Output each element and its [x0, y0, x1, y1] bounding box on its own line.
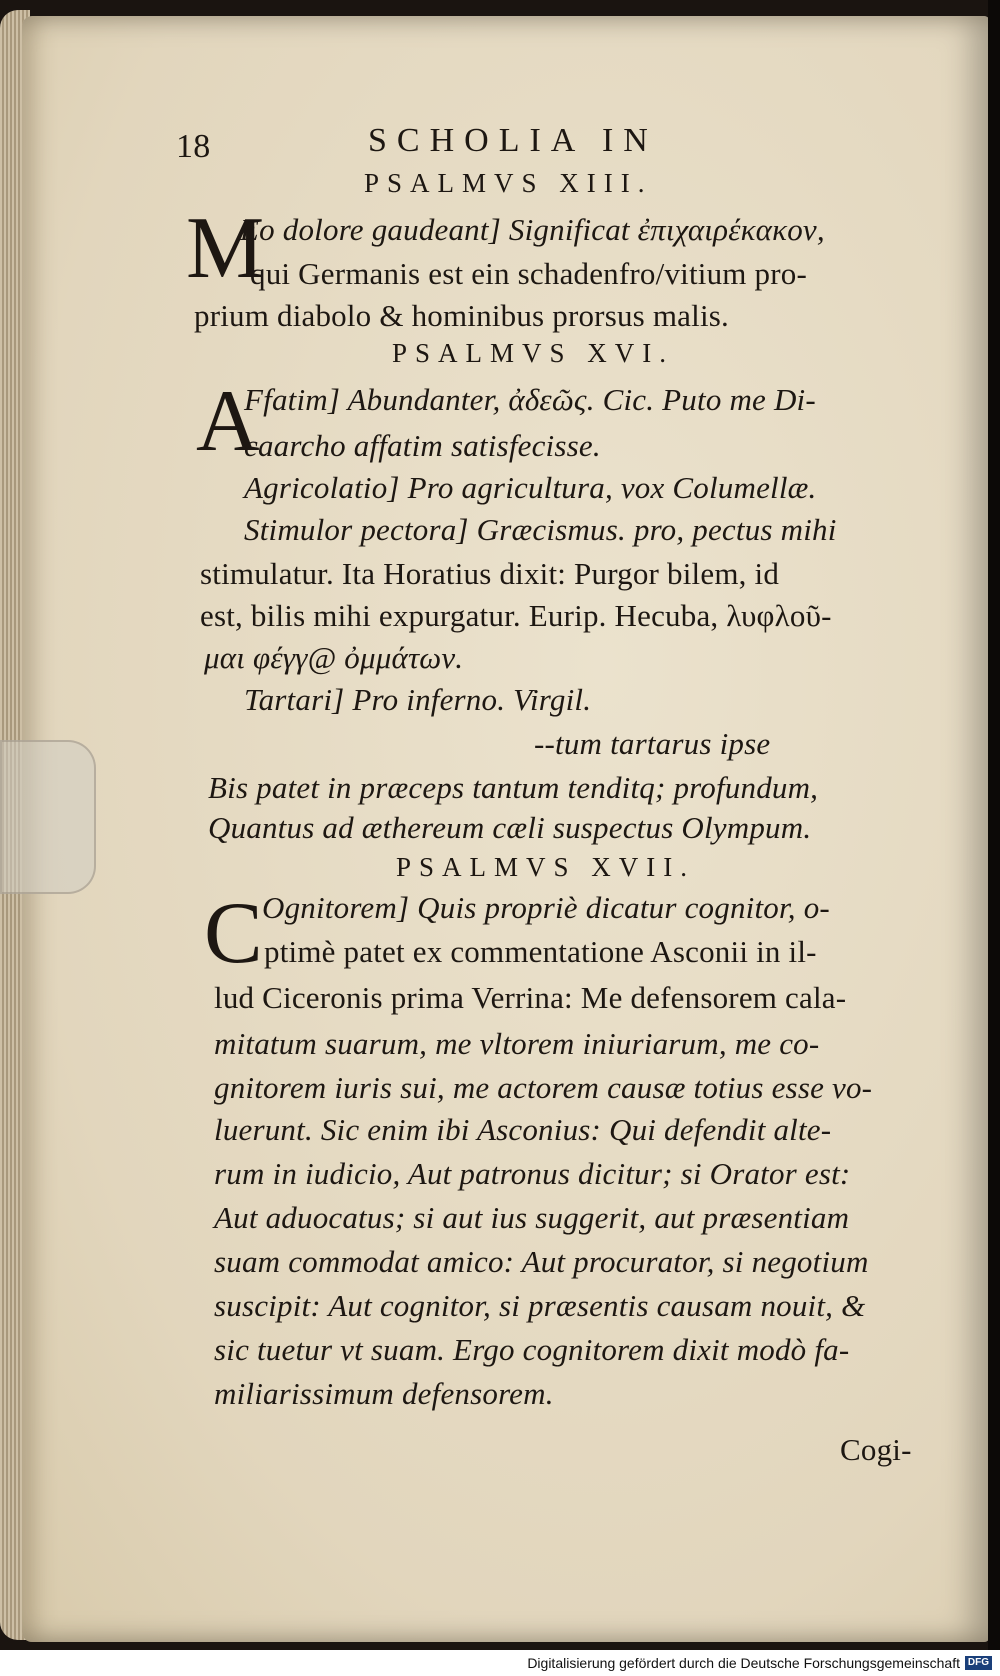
text-line: Ffatim] Abundanter, ἀδεῶς. Cic. Puto me Di-	[244, 382, 816, 417]
text-line: Quantus ad æthereum cæli suspectus Olympum.	[208, 810, 812, 845]
text-line: qui Germanis est ein schadenfro/vitium pro-	[250, 256, 807, 291]
text-line: --tum tartarus ipse	[534, 726, 771, 761]
text-line: luerunt. Sic enim ibi Asconius: Qui defendit alte-	[214, 1112, 832, 1147]
text-line: stimulatur. Ita Horatius dixit: Purgor bilem, id	[200, 556, 780, 591]
section-heading: PSALMVS XIII.	[364, 168, 653, 198]
text-line: ptimè patet ex commentatione Asconii in il-	[264, 934, 817, 969]
text-line: Eo dolore gaudeant] Significat ἐπιχαιρέκακον,	[240, 212, 825, 247]
text-line: Tartari] Pro inferno. Virgil.	[244, 682, 592, 717]
text-line: sic tuetur vt suam. Ergo cognitorem dixit modò fa-	[214, 1332, 850, 1367]
text-line: prium diabolo & hominibus prorsus malis.	[194, 298, 729, 333]
running-head: SCHOLIA IN	[368, 122, 658, 159]
section-heading: PSALMVS XVII.	[396, 852, 696, 882]
section-heading: PSALMVS XVI.	[392, 338, 675, 368]
catchword: Cogi-	[840, 1432, 912, 1467]
text-line: Ognitorem] Quis propriè dicatur cognitor, o-	[262, 890, 830, 925]
clip-tab	[0, 740, 96, 894]
dfg-logo-icon: DFG	[965, 1656, 992, 1670]
text-line: suam commodat amico: Aut procurator, si negotium	[214, 1244, 869, 1279]
footer-credit: Digitalisierung gefördert durch die Deutsche Forschungsgemeinschaft	[527, 1655, 960, 1671]
page-number: 18	[176, 128, 211, 165]
footer-bar	[0, 1650, 1000, 1676]
drop-capital: A	[196, 373, 260, 470]
right-shadow	[988, 0, 1000, 1676]
text-line: caarcho affatim satisfecisse.	[244, 428, 601, 463]
drop-capital: M	[186, 200, 265, 297]
text-line: mitatum suarum, me vltorem iniuriarum, me co-	[214, 1026, 820, 1061]
text-line: Bis patet in præceps tantum tenditq; profundum,	[208, 770, 819, 805]
text-line: suscipit: Aut cognitor, si præsentis causam nouit, &	[214, 1288, 866, 1323]
text-line: gnitorem iuris sui, me actorem causæ totius esse vo-	[214, 1070, 873, 1105]
text-line: Agricolatio] Pro agricultura, vox Columellæ.	[244, 470, 817, 505]
text-line: Aut aduocatus; si aut ius suggerit, aut præsentiam	[214, 1200, 850, 1235]
text-line: Stimulor pectora] Græcismus. pro, pectus mihi	[244, 512, 837, 547]
drop-capital: C	[204, 885, 263, 982]
text-line: est, bilis mihi expurgatur. Eurip. Hecuba, λυφλοῦ-	[200, 598, 832, 633]
text-line: μαι φέγγ@ ὀμμάτων.	[204, 640, 464, 675]
text-line: miliarissimum defensorem.	[214, 1376, 554, 1411]
text-line: rum in iudicio, Aut patronus dicitur; si Orator est:	[214, 1156, 851, 1191]
text-line: lud Ciceronis prima Verrina: Me defensorem cala-	[214, 980, 847, 1015]
